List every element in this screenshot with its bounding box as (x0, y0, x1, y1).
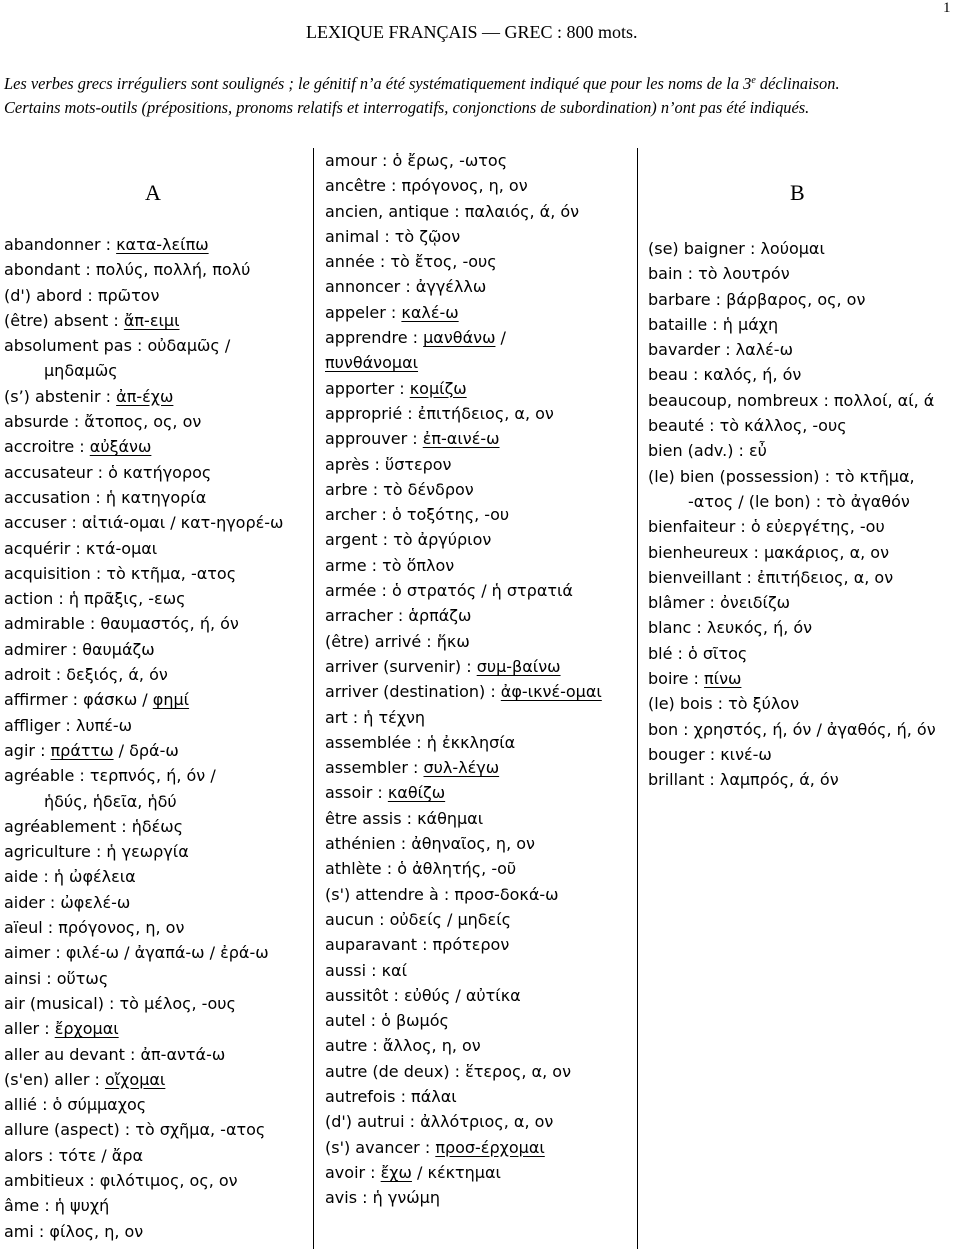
entry-text: adroit : δεξιός, ά, όν (4, 665, 168, 685)
lexicon-entry (325, 603, 602, 628)
column-b-entries (648, 236, 936, 793)
lexicon-entry (648, 767, 936, 792)
intro-line-1-end: déclinaison. (755, 74, 840, 93)
lexicon-entry (4, 940, 283, 965)
lexicon-entry (325, 806, 602, 831)
lexicon-entry (4, 561, 283, 586)
entry-text: beauté : τὸ κάλλος, -ους (648, 416, 847, 436)
entry-text: abondant : πολύς, πολλή, πολύ (4, 260, 251, 280)
intro-line-1-text: Les verbes grecs irréguliers sont soulignés ; le génitif n’a été systématiquement indiqué que pour les noms de la 3 (4, 74, 752, 93)
lexicon-entry (4, 814, 283, 839)
entry-text: (le) bien (possession) : τὸ κτῆμα, (648, 466, 915, 486)
entry-text: athénien : ἀθηναῖος, η, ον (325, 834, 535, 854)
entry-text: ancien, antique : παλαιός, ά, όν (325, 201, 580, 221)
lexicon-entry (325, 300, 602, 325)
lexicon-entry (325, 477, 602, 502)
lexicon-entry (648, 641, 936, 666)
entry-text: aussitôt : εὐθύς / αὐτίκα (325, 985, 521, 1005)
entry-text: accroitre : (4, 437, 90, 457)
entry-text: admirer : θαυμάζω (4, 639, 155, 659)
superscript: e (751, 75, 756, 86)
entry-text: allié : ὁ σύμμαχος (4, 1095, 147, 1115)
intro-note (4, 72, 960, 120)
lexicon-entry (4, 839, 283, 864)
lexicon-entry (325, 730, 602, 755)
lexicon-entry (325, 1033, 602, 1058)
lexicon-entry (325, 350, 602, 375)
lexicon-entry (4, 890, 283, 915)
entry-text: (le) bois : τὸ ξύλον (648, 694, 800, 714)
lexicon-entry (325, 958, 602, 983)
entry-text: agréable : τερπνός, ή, όν / (4, 766, 216, 786)
entry-text: approuver : (325, 429, 423, 449)
lexicon-entry (325, 629, 602, 654)
lexicon-entry (4, 409, 283, 434)
irregular-verb: κατα-λείπω (116, 235, 209, 254)
lexicon-entry (648, 362, 936, 387)
entry-text: / δρά-ω (113, 740, 179, 760)
irregular-verb: αὐξάνω (89, 437, 152, 457)
lexicon-entry (325, 452, 602, 477)
lexicon-entry (4, 232, 283, 257)
entry-text: âme : ἡ ψυχή (4, 1196, 110, 1216)
entry-text: autrefois : πάλαι (325, 1086, 457, 1106)
lexicon-entry (325, 173, 602, 198)
entry-text: aïeul : πρόγονος, η, ον (4, 918, 185, 938)
lexicon-entry (4, 358, 283, 383)
entry-text: assembler : (325, 758, 424, 778)
entry-text: annoncer : ἀγγέλλω (325, 277, 487, 297)
lexicon-entry (648, 489, 936, 514)
lexicon-entry (325, 325, 602, 350)
entry-text: accuser : αἰτιά-ομαι / κατ-ηγορέ-ω (4, 513, 284, 533)
entry-text: / (495, 328, 506, 348)
lexicon-entry (325, 679, 602, 704)
entry-text: acquisition : τὸ κτῆμα, -ατος (4, 563, 237, 583)
entry-text: (d') autrui : ἀλλότριος, α, ον (325, 1112, 554, 1132)
irregular-verb: ἐπ-αινέ-ω (422, 429, 500, 449)
entry-text: assemblée : ἡ ἐκκλησία (325, 732, 516, 752)
lexicon-entry (648, 615, 936, 640)
lexicon-entry (4, 864, 283, 889)
irregular-verb: πίνω (704, 669, 742, 689)
section-heading-b: B (790, 180, 805, 205)
entry-text: animal : τὸ ζῷον (325, 226, 461, 246)
lexicon-entry (325, 755, 602, 780)
lexicon-entry (4, 1219, 283, 1244)
intro-line-1 (4, 72, 960, 96)
lexicon-entry (325, 882, 602, 907)
entry-text: / κέκτημαι (411, 1162, 501, 1182)
lexicon-entry (648, 438, 936, 463)
entry-text: aller : (4, 1019, 55, 1039)
entry-text: bain : τὸ λουτρόν (648, 264, 790, 284)
lexicon-entry (325, 249, 602, 274)
entry-text: (s') attendre à : προσ-δοκά-ω (325, 884, 559, 904)
lexicon-entry (4, 434, 283, 459)
lexicon-entry (325, 654, 602, 679)
irregular-verb: καλέ-ω (401, 302, 459, 322)
lexicon-entry (4, 611, 283, 636)
entry-text: affliger : λυπέ-ω (4, 715, 133, 735)
lexicon-entry (4, 257, 283, 282)
entry-text: autre (de deux) : ἕτερος, α, ον (325, 1061, 571, 1081)
entry-text: amour : ὁ ἔρως, -ωτος (325, 151, 508, 170)
column-divider-1 (313, 148, 314, 1249)
irregular-verb: φημί (152, 690, 190, 710)
lexicon-entry (648, 464, 936, 489)
lexicon-entry (648, 413, 936, 438)
entry-text: bien (adv.) : εὖ (648, 441, 767, 461)
column-a-entries (4, 232, 283, 1244)
entry-text: action : ἡ πρᾶξις, -εως (4, 589, 186, 609)
page-number: 1 (943, 0, 951, 16)
entry-text: allure (aspect) : τὸ σχῆμα, -ατος (4, 1120, 266, 1140)
entry-text: arriver (destination) : (325, 682, 501, 702)
entry-text: aide : ἡ ὠφέλεια (4, 867, 136, 887)
entry-text: argent : τὸ ἀργύριον (325, 530, 492, 550)
entry-text: (se) baigner : λούομαι (648, 239, 825, 258)
lexicon-entry (4, 485, 283, 510)
entry-text: ainsi : οὕτως (4, 968, 109, 988)
lexicon-entry (4, 1067, 283, 1092)
intro-line-2: Certains mots-outils (prépositions, pronoms relatifs et interrogatifs, conjonctions de subordination) n’ont pas été indiqués. (4, 98, 810, 117)
entry-text: bataille : ἡ μάχη (648, 314, 779, 334)
entry-text: acquérir : κτά-ομαι (4, 538, 158, 558)
lexicon-entry (325, 1135, 602, 1160)
entry-text: (être) arrivé : ἥκω (325, 631, 470, 651)
lexicon-entry (4, 333, 283, 358)
entry-text: bouger : κινέ-ω (648, 744, 772, 764)
entry-text: barbare : βάρβαρος, ος, ον (648, 289, 866, 309)
lexicon-entry (4, 966, 283, 991)
entry-text: blâmer : ὀνειδίζω (648, 593, 791, 613)
lexicon-entry (325, 199, 602, 224)
irregular-verb: μανθάνω (423, 328, 496, 348)
lexicon-entry (4, 789, 283, 814)
entry-text: blanc : λευκός, ή, όν (648, 618, 813, 638)
lexicon-entry (648, 236, 936, 261)
lexicon-entry (4, 1042, 283, 1067)
lexicon-entry (325, 401, 602, 426)
lexicon-entry (4, 1117, 283, 1142)
lexicon-entry (325, 1084, 602, 1109)
lexicon-entry (4, 687, 283, 712)
lexicon-entry (4, 510, 283, 535)
entry-text: air (musical) : τὸ μέλος, -ους (4, 993, 236, 1013)
lexicon-entry (4, 384, 283, 409)
entry-text: agir : (4, 740, 51, 760)
entry-text: arme : τὸ ὅπλον (325, 555, 455, 575)
lexicon-entry (648, 514, 936, 539)
lexicon-entry (325, 502, 602, 527)
entry-text: beaucoup, nombreux : πολλοί, αί, ά (648, 390, 935, 410)
entry-text: (s'en) aller : (4, 1069, 105, 1089)
lexicon-entry (648, 261, 936, 286)
lexicon-entry (4, 460, 283, 485)
entry-text: ἡδύς, ἡδεῖα, ἡδύ (44, 791, 177, 811)
lexicon-entry (4, 713, 283, 738)
lexicon-entry (325, 1185, 602, 1210)
lexicon-entry (4, 915, 283, 940)
entry-text: autre : ἄλλος, η, ον (325, 1036, 481, 1056)
lexicon-entry (325, 780, 602, 805)
lexicon-entry (325, 553, 602, 578)
lexicon-entry (325, 907, 602, 932)
entry-text: approprié : ἐπιτήδειος, α, ον (325, 403, 554, 423)
lexicon-entry (4, 1092, 283, 1117)
lexicon-entry (325, 224, 602, 249)
lexicon-entry (4, 1193, 283, 1218)
entry-text: bon : χρηστός, ή, όν / ἀγαθός, ή, όν (648, 719, 936, 739)
entry-text: alors : τότε / ἄρα (4, 1145, 144, 1165)
lexicon-entry (325, 1059, 602, 1084)
lexicon-entry (325, 1008, 602, 1033)
entry-text: ambitieux : φιλότιμος, ος, ον (4, 1170, 238, 1190)
lexicon-entry (4, 662, 283, 687)
entry-text: aimer : φιλέ-ω / ἀγαπά-ω / ἐρά-ω (4, 943, 269, 963)
entry-text: athlète : ὁ ἀθλητής, -οῦ (325, 859, 517, 879)
entry-text: bavarder : λαλέ-ω (648, 340, 793, 360)
entry-text: ancêtre : πρόγονος, η, ον (325, 176, 528, 196)
entry-text: beau : καλός, ή, όν (648, 365, 802, 385)
lexicon-entry (325, 274, 602, 299)
lexicon-entry (648, 388, 936, 413)
lexicon-entry (4, 586, 283, 611)
irregular-verb: συλ-λέγω (423, 758, 500, 778)
irregular-verb: ἔχω (380, 1162, 412, 1182)
lexicon-entry (4, 308, 283, 333)
lexicon-entry (4, 1143, 283, 1168)
entry-text: boire : (648, 669, 705, 689)
lexicon-entry (648, 312, 936, 337)
entry-text: arbre : τὸ δένδρον (325, 479, 474, 499)
entry-text: admirable : θαυμαστός, ή, όν (4, 614, 239, 634)
entry-text: (d') abord : πρῶτον (4, 285, 160, 305)
entry-text: bienfaiteur : ὁ εὐεργέτης, -ου (648, 517, 885, 537)
column-divider-2 (637, 148, 638, 1249)
entry-text: apporter : (325, 378, 410, 398)
entry-text: arriver (survenir) : (325, 656, 477, 676)
entry-text: armée : ὁ στρατός / ἡ στρατιά (325, 581, 573, 601)
entry-text: bienveillant : ἐπιτήδειος, α, ον (648, 567, 894, 587)
entry-text: art : ἡ τέχνη (325, 707, 426, 727)
entry-text: arracher : ἁρπάζω (325, 606, 472, 626)
lexicon-entry (325, 527, 602, 552)
lexicon-entry (4, 1168, 283, 1193)
irregular-verb: κομίζω (409, 378, 467, 398)
entry-text: absolument pas : οὐδαμῶς / (4, 336, 231, 356)
lexicon-entry (648, 691, 936, 716)
entry-text: affirmer : φάσκω / (4, 690, 153, 710)
irregular-verb: πυνθάνομαι (325, 353, 419, 373)
entry-text: aider : ὠφελέ-ω (4, 892, 131, 912)
entry-text: archer : ὁ τοξότης, -ου (325, 505, 510, 525)
entry-text: accusateur : ὁ κατήγορος (4, 462, 212, 482)
lexicon-entry (4, 283, 283, 308)
lexicon-entry (4, 738, 283, 763)
entry-text: apprendre : (325, 328, 424, 348)
entry-text: agriculture : ἡ γεωργία (4, 842, 189, 862)
lexicon-entry (4, 637, 283, 662)
lexicon-entry (648, 717, 936, 742)
entry-text: assoir : (325, 783, 388, 803)
entry-text: être assis : κάθημαι (325, 808, 484, 828)
entry-text: auparavant : πρότερον (325, 935, 510, 955)
irregular-verb: ἔρχομαι (54, 1019, 119, 1039)
lexicon-entry (325, 705, 602, 730)
entry-text: (s') avancer : (325, 1137, 436, 1157)
lexicon-entry (648, 742, 936, 767)
lexicon-entry (648, 540, 936, 565)
entry-text: bienheureux : μακάριος, α, ον (648, 542, 890, 562)
entry-text: après : ὕστερον (325, 454, 452, 474)
entry-text: ami : φίλος, η, ον (4, 1221, 144, 1241)
lexicon-entry (4, 991, 283, 1016)
irregular-verb: καθίζω (387, 783, 446, 803)
entry-text: aucun : οὐδείς / μηδείς (325, 909, 511, 929)
irregular-verb: οἴχομαι (104, 1069, 166, 1089)
lexicon-entry (325, 426, 602, 451)
entry-text: année : τὸ ἔτος, -ους (325, 252, 497, 272)
column-a-entries-continued (325, 148, 602, 1210)
lexicon-entry (325, 983, 602, 1008)
lexicon-entry (325, 831, 602, 856)
entry-text: appeler : (325, 302, 402, 322)
page-title: LEXIQUE FRANÇAIS — GREC : 800 mots. (306, 22, 638, 42)
irregular-verb: ἄπ-ειμι (123, 310, 180, 330)
entry-text: blé : ὁ σῖτος (648, 643, 748, 663)
entry-text: avoir : (325, 1162, 381, 1182)
lexicon-entry (325, 376, 602, 401)
lexicon-entry (648, 337, 936, 362)
lexicon-entry (648, 666, 936, 691)
entry-text: abandonner : (4, 235, 117, 254)
entry-text: (s’) abstenir : (4, 386, 117, 406)
irregular-verb: ἀπ-έχω (116, 386, 174, 406)
entry-text: aller au devant : ἀπ-αντά-ω (4, 1044, 226, 1064)
entry-text: μηδαμῶς (44, 361, 118, 381)
irregular-verb: πράττω (50, 740, 114, 760)
lexicon-entry (325, 148, 602, 173)
entry-text: aussi : καί (325, 960, 408, 980)
entry-text: autel : ὁ βωμός (325, 1011, 449, 1031)
lexicon-entry (325, 1160, 602, 1185)
entry-text: agréablement : ἡδέως (4, 816, 184, 836)
section-heading-a: A (145, 180, 161, 205)
lexicon-entry (325, 578, 602, 603)
irregular-verb: προσ-έρχομαι (435, 1137, 545, 1157)
lexicon-entry (648, 287, 936, 312)
lexicon-entry (4, 536, 283, 561)
lexicon-entry (4, 1016, 283, 1041)
entry-text: brillant : λαμπρός, ά, όν (648, 770, 839, 790)
entry-text: -ατος / (le bon) : τὸ ἀγαθόν (688, 491, 910, 511)
entry-text: accusation : ἡ κατηγορία (4, 487, 207, 507)
lexicon-entry (325, 856, 602, 881)
lexicon-entry (325, 1109, 602, 1134)
lexicon-entry (4, 763, 283, 788)
entry-text: absurde : ἄτοπος, ος, ον (4, 412, 202, 432)
lexicon-entry (325, 932, 602, 957)
irregular-verb: συμ-βαίνω (476, 656, 561, 676)
entry-text: avis : ἡ γνώμη (325, 1188, 440, 1208)
lexicon-entry (648, 565, 936, 590)
entry-text: (être) absent : (4, 310, 124, 330)
lexicon-entry (648, 590, 936, 615)
irregular-verb: ἀφ-ικνέ-ομαι (500, 682, 602, 702)
